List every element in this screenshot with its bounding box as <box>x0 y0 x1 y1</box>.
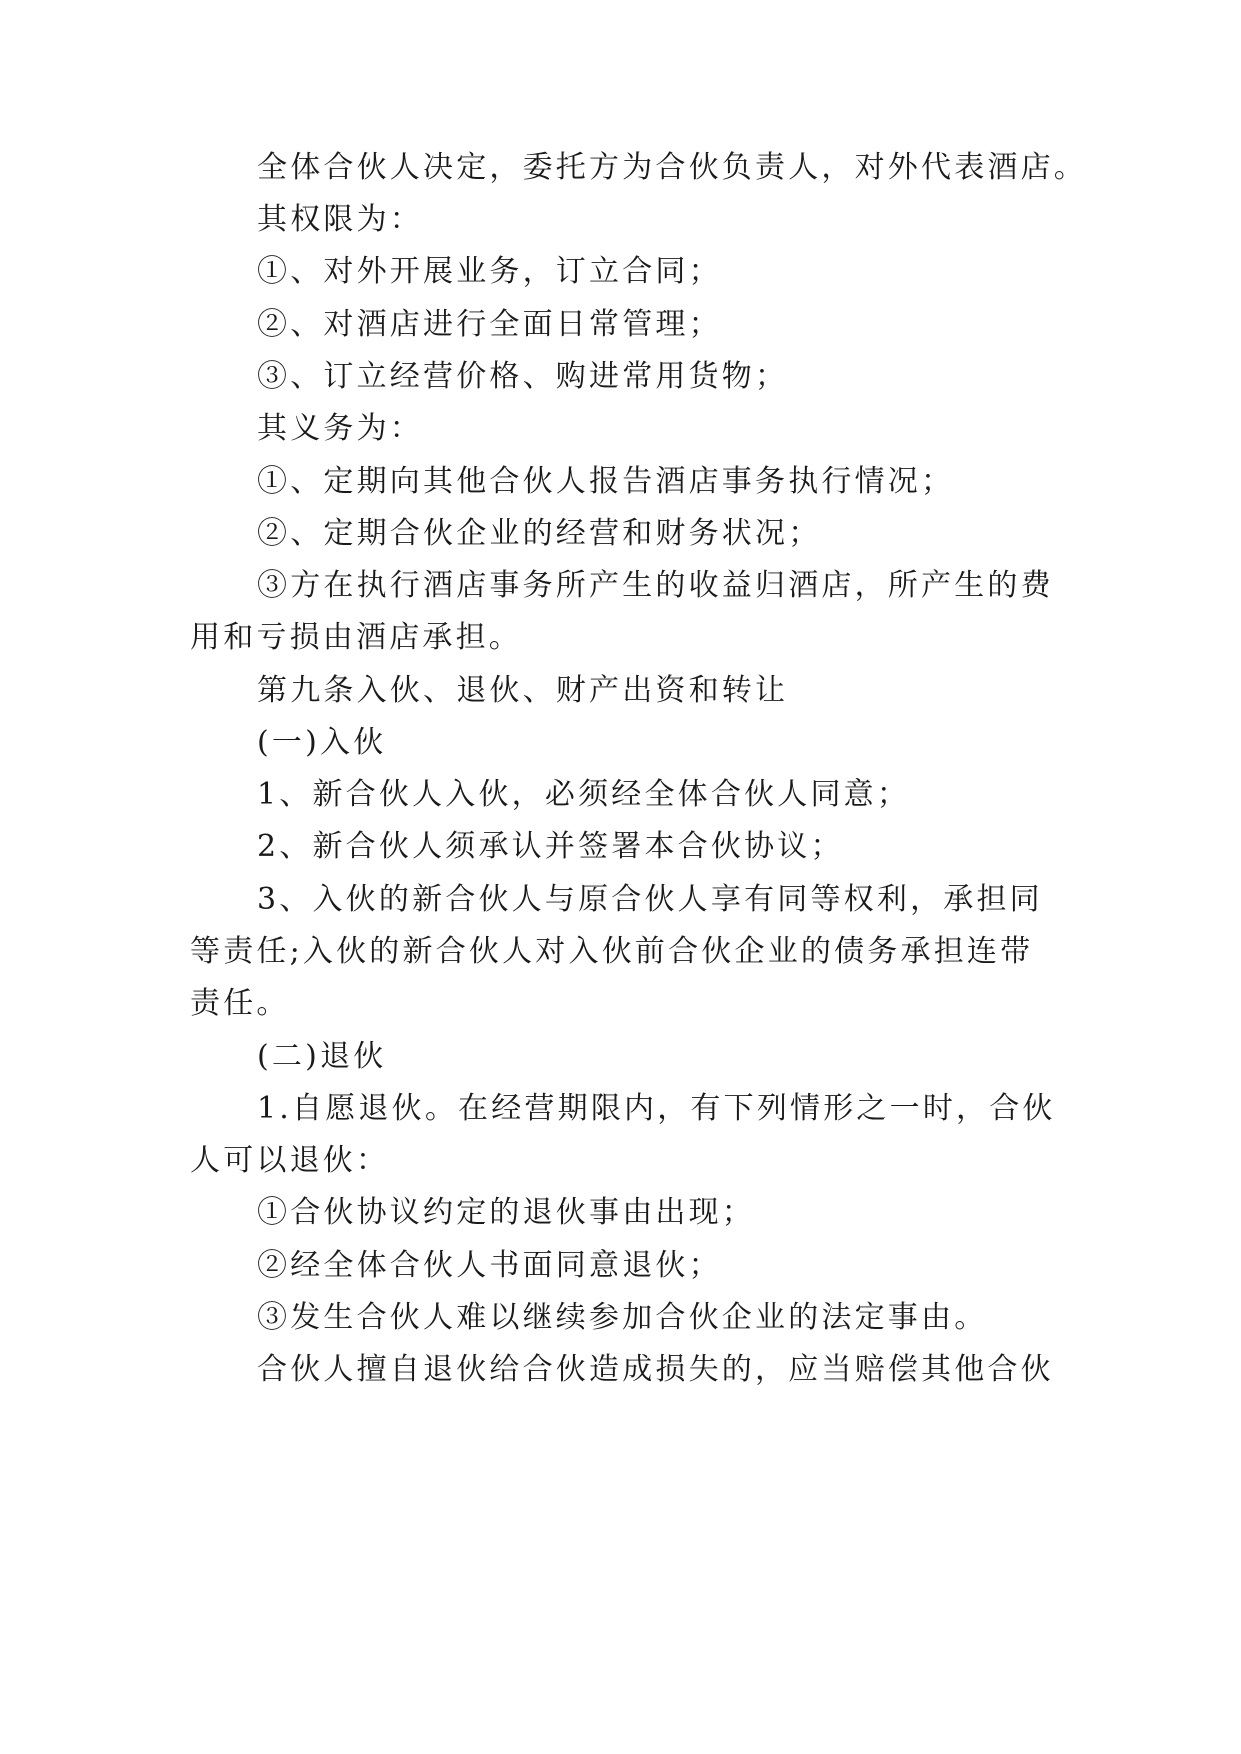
list-item: ②、对酒店进行全面日常管理； <box>257 307 722 342</box>
paragraph-line: 全体合伙人决定，委托方为合伙负责人，对外代表酒店。 <box>257 150 1087 185</box>
list-item: ①合伙协议约定的退伙事由出现； <box>257 1195 755 1230</box>
list-item: ①、对外开展业务，订立合同； <box>257 254 722 289</box>
paragraph-line: 合伙人擅自退伙给合伙造成损失的，应当赔偿其他合伙 <box>257 1352 1054 1387</box>
list-item: ②经全体合伙人书面同意退伙； <box>257 1248 722 1283</box>
subsection-heading: (二)退伙 <box>257 1039 387 1074</box>
paragraph-line: 责任。 <box>190 986 290 1021</box>
list-item: ③发生合伙人难以继续参加合伙企业的法定事由。 <box>257 1300 988 1335</box>
subsection-heading: (一)入伙 <box>257 725 387 760</box>
paragraph-line: 其权限为： <box>257 202 423 237</box>
paragraph-line: 用和亏损由酒店承担。 <box>190 620 522 655</box>
list-item: ②、定期合伙企业的经营和财务状况； <box>257 516 822 551</box>
list-item: ③方在执行酒店事务所产生的收益归酒店，所产生的费 <box>257 568 1054 603</box>
paragraph-line: 其义务为： <box>257 411 423 446</box>
list-item: 2、新合伙人须承认并签署本合伙协议； <box>257 829 844 864</box>
list-item: ①、定期向其他合伙人报告酒店事务执行情况； <box>257 464 955 499</box>
paragraph-line: 人可以退伙： <box>190 1143 390 1178</box>
list-item: 1.自愿退伙。在经营期限内，有下列情形之一时，合伙 <box>257 1091 1056 1126</box>
list-item: 1、新合伙人入伙，必须经全体合伙人同意； <box>257 777 911 812</box>
section-heading: 第九条入伙、退伙、财产出资和转让 <box>257 673 789 708</box>
list-item: 3、入伙的新合伙人与原合伙人享有同等权利，承担同 <box>257 882 1043 917</box>
list-item: ③、订立经营价格、购进常用货物； <box>257 359 789 394</box>
paragraph-line: 等责任;入伙的新合伙人对入伙前合伙企业的债务承担连带 <box>190 934 1034 969</box>
